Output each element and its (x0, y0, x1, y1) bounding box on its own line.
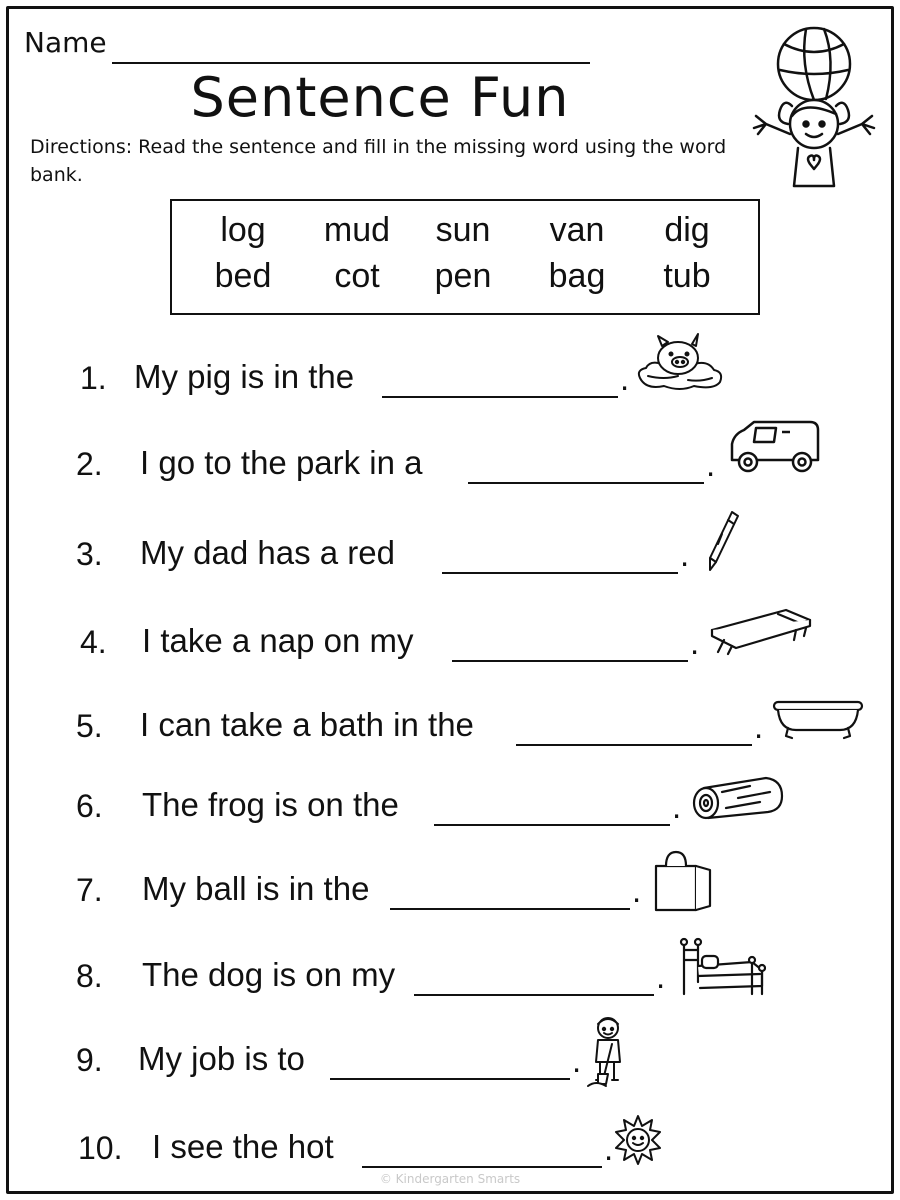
page-title: Sentence Fun (190, 66, 570, 129)
period: . (706, 446, 716, 483)
period: . (690, 624, 700, 661)
answer-blank[interactable] (434, 824, 670, 826)
bag-icon (652, 848, 714, 914)
period: . (754, 708, 764, 745)
name-line[interactable] (112, 62, 590, 64)
sun-icon (610, 1112, 666, 1168)
word-bank (170, 199, 760, 315)
period: . (672, 788, 682, 825)
word-bank-word: van (549, 211, 605, 249)
question-number: 5. (76, 708, 103, 744)
bathtub-icon (772, 694, 864, 744)
word-bank-word: pen (434, 257, 492, 295)
word-bank-word: tub (663, 257, 711, 295)
question-number: 8. (76, 958, 103, 994)
question-text: I see the hot (152, 1128, 334, 1165)
word-bank-word: dig (664, 211, 710, 249)
name-label: Name (24, 26, 107, 59)
question-number: 10. (78, 1130, 123, 1166)
answer-blank[interactable] (516, 744, 752, 746)
question-number: 6. (76, 788, 103, 824)
copyright-notice: © Kindergarten Smarts (379, 1172, 521, 1186)
question-number: 9. (76, 1042, 103, 1078)
answer-blank[interactable] (382, 396, 618, 398)
answer-blank[interactable] (330, 1078, 570, 1080)
question-text: My job is to (138, 1040, 305, 1077)
period: . (632, 872, 642, 909)
question-text: I take a nap on my (142, 622, 414, 659)
word-bank-word: bed (214, 257, 272, 295)
cot-icon (708, 606, 814, 656)
period: . (680, 536, 690, 573)
answer-blank[interactable] (362, 1166, 602, 1168)
bed-icon (676, 936, 766, 998)
question-text: My pig is in the (134, 358, 355, 395)
pig-in-mud-icon (634, 330, 726, 394)
answer-blank[interactable] (414, 994, 654, 996)
period: . (620, 360, 630, 397)
answer-blank[interactable] (442, 572, 678, 574)
question-number: 2. (76, 446, 103, 482)
log-icon (690, 772, 786, 824)
answer-blank[interactable] (452, 660, 688, 662)
question-number: 7. (76, 872, 103, 908)
word-bank-word: mud (323, 211, 391, 249)
van-icon (726, 418, 822, 476)
period: . (604, 1130, 614, 1167)
word-bank-word: sun (435, 211, 491, 249)
word-bank-word: bag (548, 257, 606, 295)
girl-with-ball-icon (744, 20, 884, 190)
answer-blank[interactable] (468, 482, 704, 484)
question-text: The dog is on my (142, 956, 396, 993)
question-number: 1. (80, 360, 107, 396)
word-bank-word: cot (334, 257, 380, 295)
answer-blank[interactable] (390, 908, 630, 910)
directions-text: Directions: Read the sentence and fill in the missing word using the word bank. (30, 136, 727, 186)
boy-digging-icon (582, 1014, 636, 1090)
word-bank-word: log (220, 211, 266, 249)
period: . (572, 1042, 582, 1079)
question-text: The frog is on the (142, 786, 399, 823)
period: . (656, 958, 666, 995)
pen-icon (702, 508, 742, 574)
question-text: I can take a bath in the (140, 706, 474, 743)
question-text: My dad has a red (140, 534, 395, 571)
question-number: 4. (80, 624, 107, 660)
question-text: I go to the park in a (140, 444, 423, 481)
question-text: My ball is in the (142, 870, 370, 907)
question-number: 3. (76, 536, 103, 572)
